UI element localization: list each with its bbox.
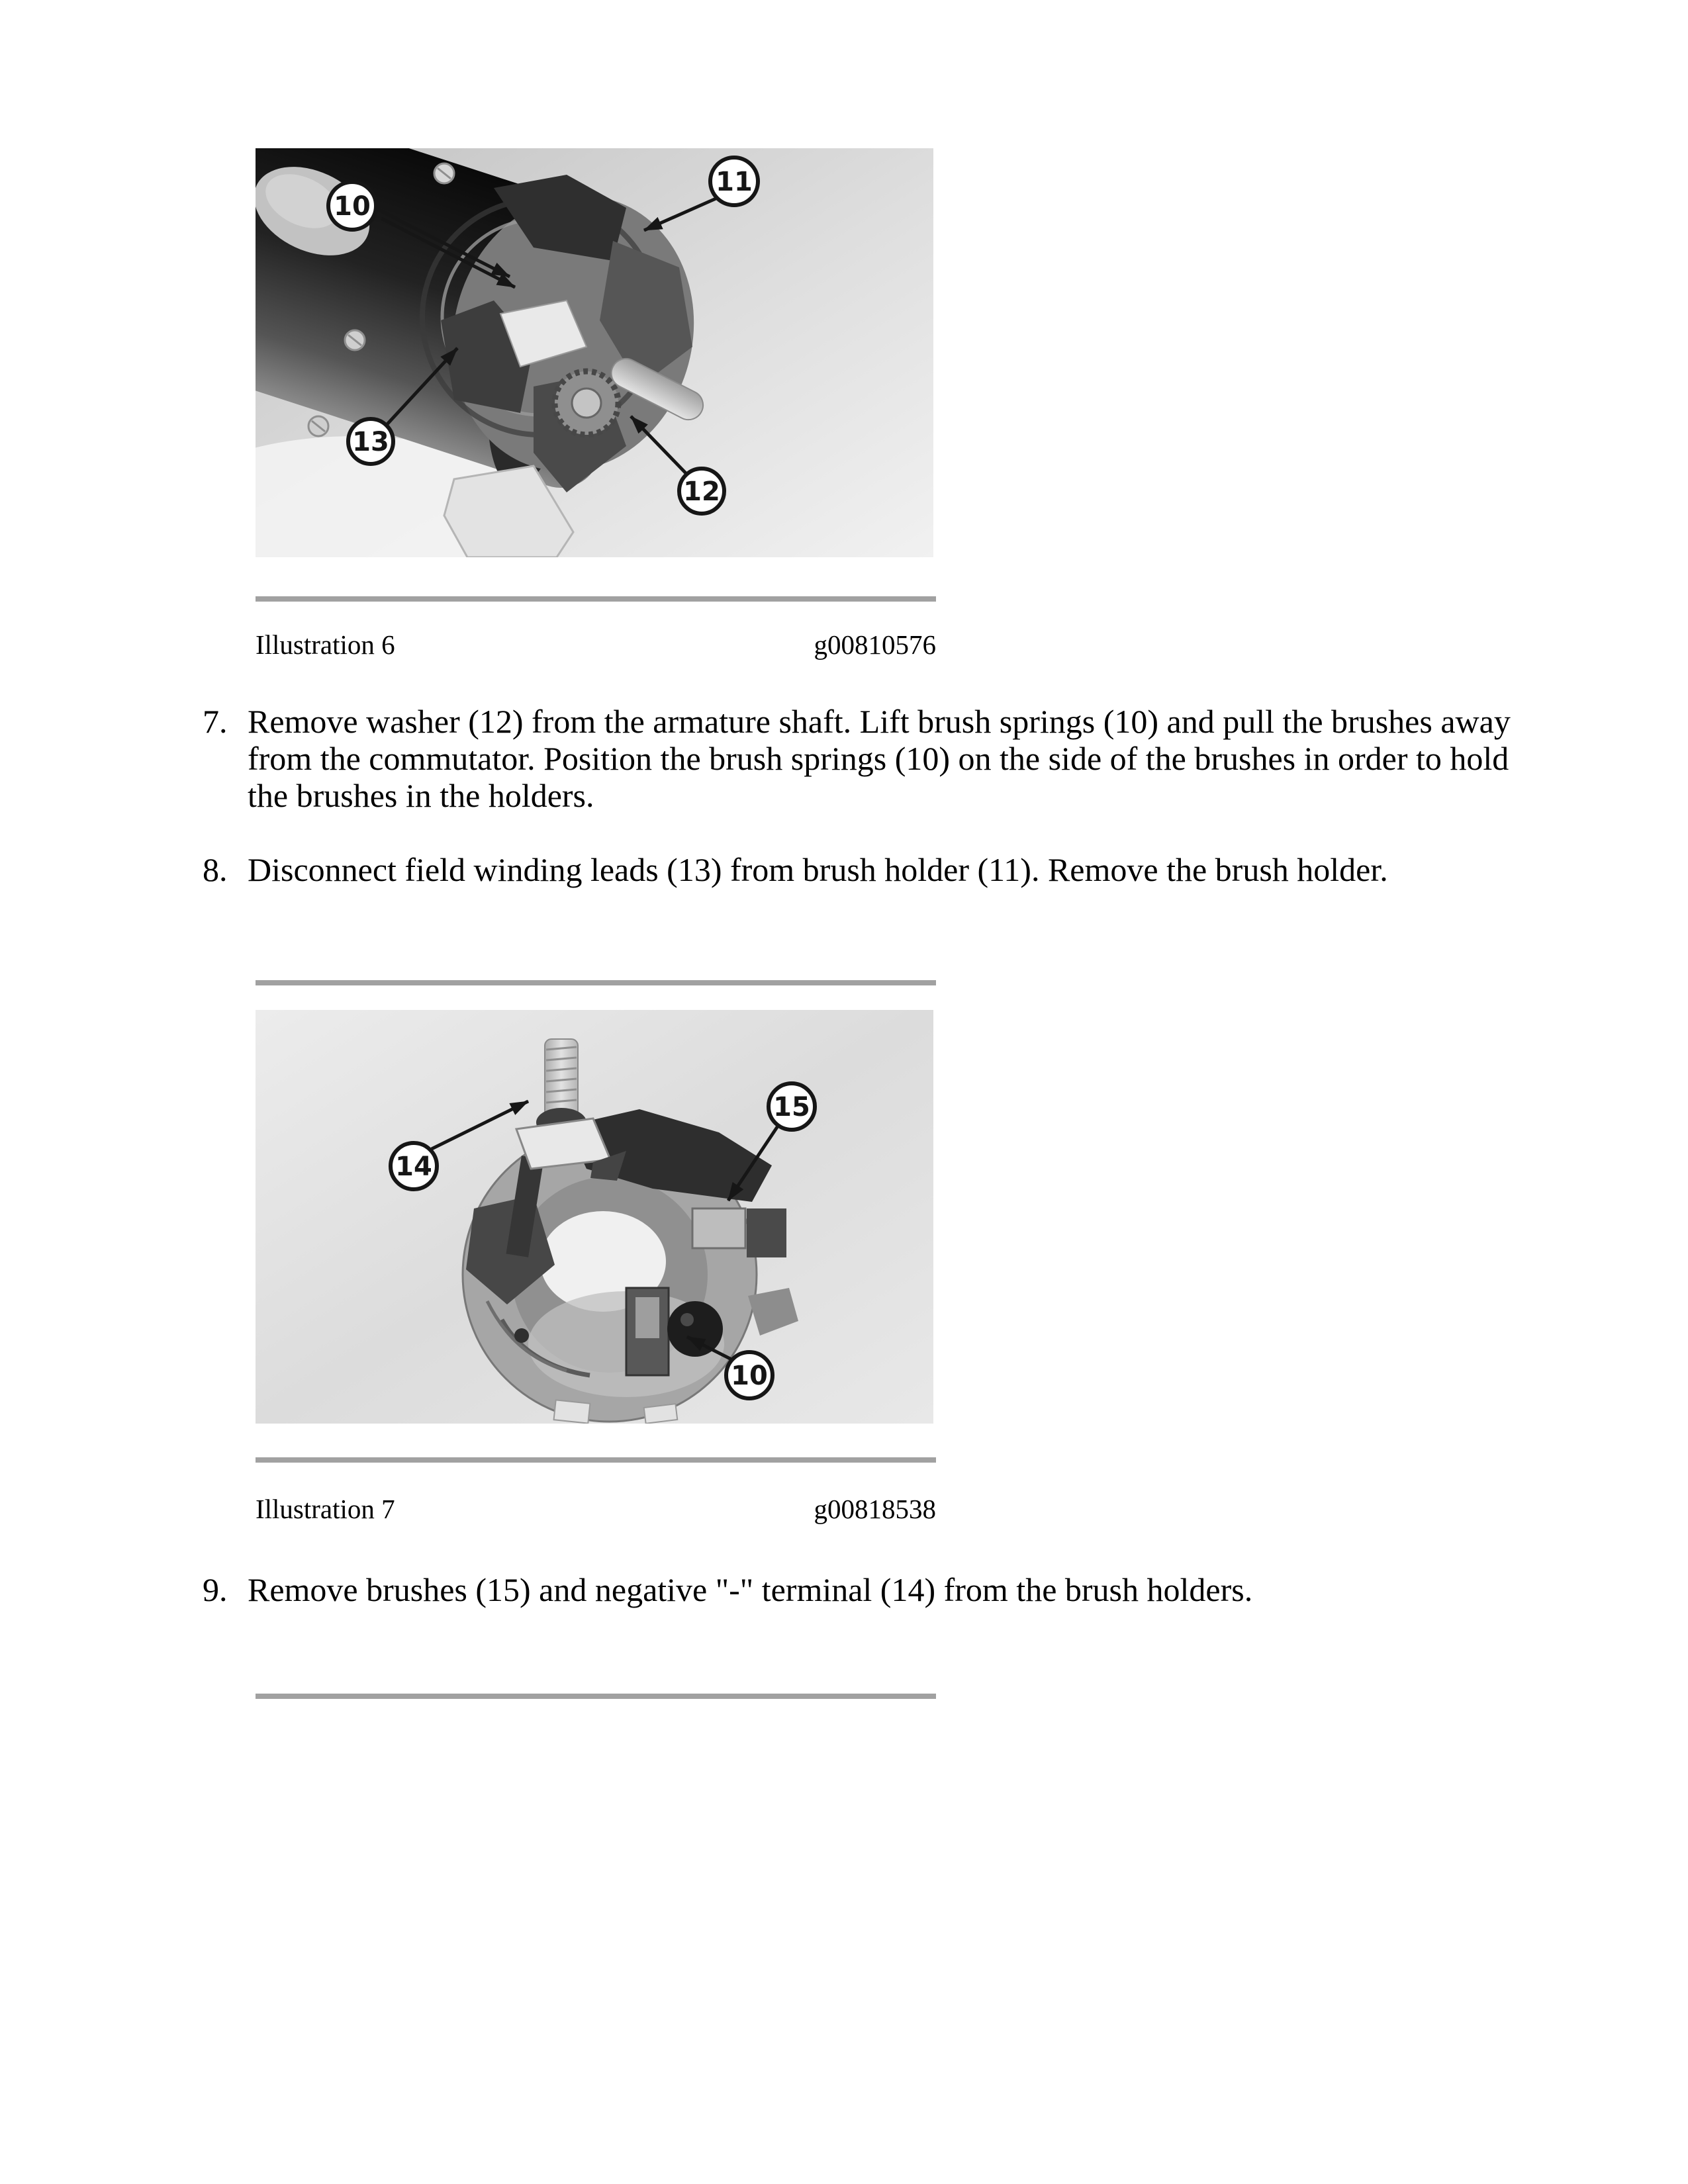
divider-bar [256,1694,936,1699]
callout-14-label: 14 [395,1152,432,1182]
callout-12-label: 12 [683,477,720,507]
callout-11-label: 11 [716,167,753,197]
illustration-6-caption [256,629,936,660]
figure-caption-code: g00818538 [814,1494,936,1524]
illustration-7-caption [256,1493,936,1525]
starter-motor-photo [256,148,933,557]
procedure-step-9 [203,1571,1520,1608]
callout-14 [391,1143,437,1189]
step-text: Remove washer (12) from the armature shaft. Lift brush springs (10) and pull the brushes away from the commutator. Position the brush springs (10) on the side of the brushes in order to hold the brushes in the holders. [248,703,1511,814]
step-text: Disconnect field winding leads (13) from brush holder (11). Remove the brush holder. [248,851,1388,888]
step-number: 8. [203,851,228,888]
plate-notch [644,1404,678,1424]
callout-13-label: 13 [352,427,389,457]
callout-10-label: 10 [731,1361,768,1391]
callout-12 [679,469,724,514]
figure-caption-label: Illustration 7 [256,1494,395,1524]
step-number: 9. [203,1571,228,1608]
plate-notch [554,1400,590,1423]
figure-caption-label: Illustration 6 [256,629,395,660]
callout-10-label: 10 [334,191,371,222]
callout-15 [769,1083,815,1130]
brush [692,1208,745,1248]
callout-13 [348,419,393,464]
step-number: 7. [203,703,228,740]
callout-10 [328,182,376,230]
step-text: Remove brushes (15) and negative "-" terminal (14) from the brush holders. [248,1571,1253,1608]
callout-15-label: 15 [773,1092,810,1122]
procedure-step-7 [203,703,1520,814]
callout-10 [726,1352,773,1398]
divider-bar [256,596,936,602]
brush-cap [667,1301,723,1357]
callout-11 [710,158,758,205]
illustration-7-photo [256,1010,933,1424]
divider-bar [256,980,936,985]
figure-caption-code: g00810576 [814,629,936,660]
brush-holder-photo [256,1010,933,1424]
divider-bar [256,1457,936,1463]
procedure-step-8 [203,851,1520,888]
illustration-6-photo [256,148,933,557]
